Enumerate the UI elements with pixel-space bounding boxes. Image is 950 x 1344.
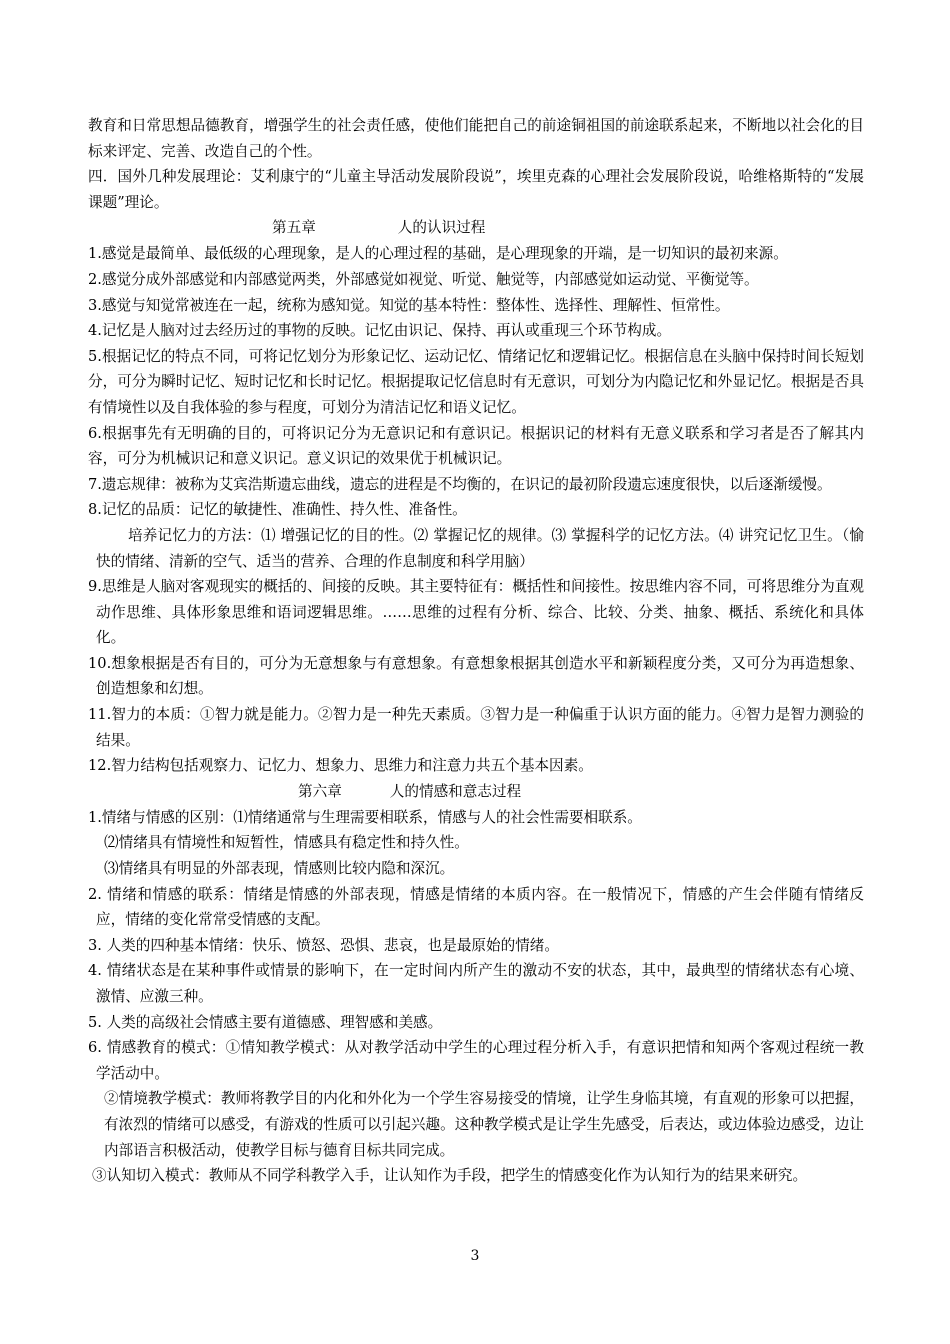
ch5-item-6: 6.根据事先有无明确的目的，可将识记分为无意识记和有意识记。根据识记的材料有无意义联系和学习者是否了解其内容，可分为机械识记和意义识记。意义识记的效果优于机械识记。 — [88, 424, 864, 468]
ch5-memory-methods: 培养记忆力的方法：⑴ 增强记忆的目的性。⑵ 掌握记忆的规律。⑶ 掌握科学的记忆方法。⑷ 讲究记忆卫生。（愉快的情绪、清新的空气、适当的营养、合理的作息制度和科学用脑） — [96, 526, 864, 570]
ch5-item-4: 4.记忆是人脑对过去经历过的事物的反映。记忆由识记、保持、再认或重现三个环节构成。 — [88, 322, 672, 340]
ch5-item-11: 11.智力的本质：①智力就是能力。②智力是一种先天素质。③智力是一种偏重于认识方面的能力。④智力是智力测验的结果。 — [88, 706, 864, 749]
ch5-item-8: 8.记忆的品质：记忆的敏捷性、准确性、持久性、准备性。 — [88, 501, 467, 519]
page-number: 3 — [470, 1248, 480, 1264]
ch5-item-10: 10.想象根据是否有目的，可分为无意想象与有意想象。有意想象根据其创造水平和新颖程度分类，又可分为再造想象、创造想象和幻想。 — [88, 654, 864, 698]
chapter-5-heading — [88, 215, 864, 241]
ch5-item-12: 12.智力结构包括观察力、记忆力、想象力、思维力和注意力共五个基本因素。 — [88, 757, 593, 775]
ch6-item-4: 4. 情绪状态是在某种事件或情景的影响下，在一定时间内所产生的激动不安的状态，其中，最典型的情绪状态有心境、激情、应激三种。 — [88, 962, 864, 1005]
ch6-item-5: 5. 人类的高级社会情感主要有道德感、理智感和美感。 — [88, 1013, 443, 1031]
ch6-item-1c: ⑶情绪具有明显的外部表现，情感则比较内隐和深沉。 — [104, 860, 455, 878]
ch6-item-6a: 6. 情感教育的模式：①情知教学模式：从对教学活动中学生的心理过程分析入手，有意识把情和知两个客观过程统一教学活动中。 — [88, 1039, 864, 1082]
paragraph-continuation: 教育和日常思想品德教育，增强学生的社会责任感，使他们能把自己的前途铜祖国的前途联系起来，不断地以社会化的目标来评定、完善、改造自己的个性。 — [88, 117, 864, 160]
ch5-item-5: 5.根据记忆的特点不同，可将记忆划分为形象记忆、运动记忆、情绪记忆和逻辑记忆。根据信息在头脑中保持时间长短划分，可分为瞬时记忆、短时记忆和长时记忆。根据提取记忆信息时有无意识，可划分为内隐记忆和外显记忆。根据是否具有情境性以及自我体验的参与程度，可划分为清洁记忆和语义记忆。 — [88, 347, 864, 416]
ch6-item-1a: 1.情绪与情感的区别：⑴情绪通常与生理需要相联系，情感与人的社会性需要相联系。 — [88, 808, 642, 826]
chapter-6-number: 第六章 — [298, 782, 342, 800]
document-page — [88, 113, 864, 1189]
ch5-item-2: 2.感觉分成外部感觉和内部感觉两类，外部感觉如视觉、听觉、触觉等，内部感觉如运动觉、平衡觉等。 — [88, 270, 759, 288]
ch6-item-3: 3. 人类的四种基本情绪：快乐、愤怒、恐惧、悲哀，也是最原始的情绪。 — [88, 936, 559, 954]
ch5-item-9: 9.思维是人脑对客观现实的概括的、间接的反映。其主要特征有：概括性和间接性。按思维内容不同，可将思维分为直观动作思维、具体形象思维和语词逻辑思维。……思维的过程有分析、综合、比较、分类、抽象、概括、系统化和具体化。 — [88, 578, 864, 647]
ch6-item-1b: ⑵情绪具有情境性和短暂性，情感具有稳定性和持久性。 — [104, 834, 469, 852]
chapter-5-number: 第五章 — [272, 219, 316, 237]
ch6-item-6c: ③认知切入模式：教师从不同学科教学入手，让认知作为手段，把学生的情感变化作为认知行为的结果来研究。 — [92, 1167, 808, 1185]
ch5-item-1: 1.感觉是最简单、最低级的心理现象，是人的心理过程的基础，是心理现象的开端，是一切知识的最初来源。 — [88, 245, 788, 263]
paragraph-foreign-theories: 四．国外几种发展理论：艾利康宁的“儿童主导活动发展阶段说”，埃里克森的心理社会发展阶段说，哈维格斯特的“发展课题”理论。 — [88, 168, 864, 211]
chapter-5-title: 人的认识过程 — [397, 219, 486, 237]
ch5-item-3: 3.感觉与知觉常被连在一起，统称为感知觉。知觉的基本特性：整体性、选择性、理解性、恒常性。 — [88, 296, 730, 314]
ch5-item-7: 7.遗忘规律：被称为艾宾浩斯遗忘曲线，遗忘的进程是不均衡的，在识记的最初阶段遗忘速度很快，以后逐渐缓慢。 — [88, 475, 832, 493]
ch6-item-2: 2. 情绪和情感的联系：情绪是情感的外部表现，情感是情绪的本质内容。在一般情况下，情感的产生会伴随有情绪反应，情绪的变化常常受情感的支配。 — [88, 885, 864, 929]
ch6-item-6b: ②情境教学模式：教师将教学目的内化和外化为一个学生容易接受的情境，让学生身临其境，有直观的形象可以把握，有浓烈的情绪可以感受，有游戏的性质可以引起兴趣。这种教学模式是让学生先感受，后表达，或边体验边感受，边让内部语言积极活动，使教学目标与德育目标共同完成。 — [104, 1090, 864, 1159]
chapter-6-heading — [88, 779, 864, 805]
chapter-6-title: 人的情感和意志过程 — [389, 782, 522, 800]
